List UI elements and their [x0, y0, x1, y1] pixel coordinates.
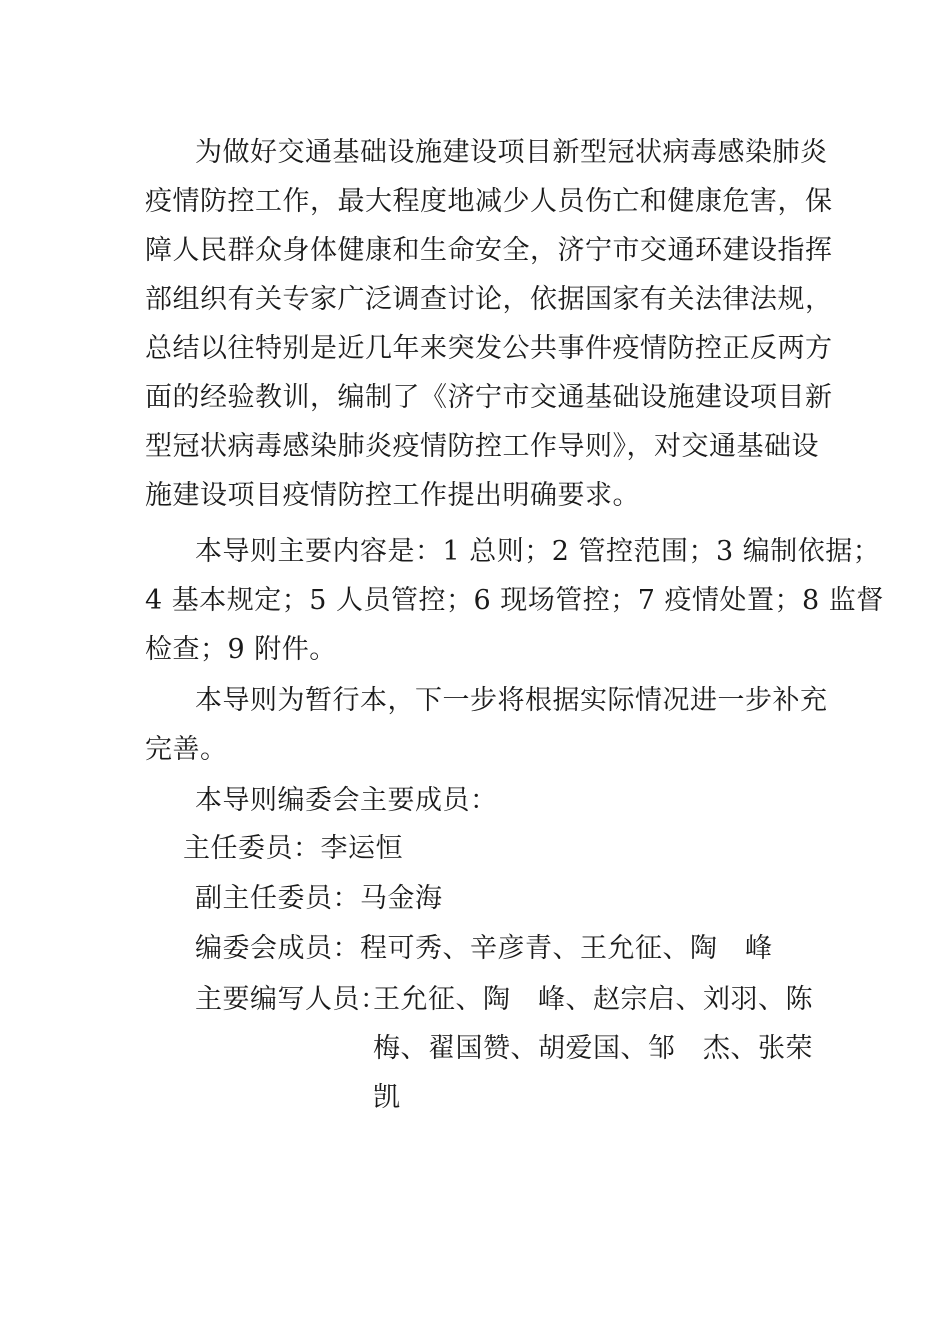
paragraph1-line7: 型冠状病毒感染肺炎疫情防控工作导则》，对交通基础设 — [145, 431, 819, 462]
paragraph1-line1: 为做好交通基础设施建设项目新型冠状病毒感染肺炎 — [195, 137, 828, 168]
writers-label: 主要编写人员： — [195, 984, 388, 1015]
writers-line3: 凯 — [373, 1082, 401, 1113]
committee-deputy-director: 副主任委员：马金海 — [195, 883, 443, 914]
writers-line1: 王允征、陶 峰、赵宗启、刘羽、陈 — [373, 984, 813, 1015]
committee-members: 编委会成员：程可秀、辛彦青、王允征、陶 峰 — [195, 933, 773, 964]
paragraph2-line3: 检查；9 附件。 — [145, 634, 337, 665]
paragraph1-line2: 疫情防控工作，最大程度地减少人员伤亡和健康危害，保 — [145, 186, 833, 217]
paragraph3-line2: 完善。 — [145, 734, 228, 765]
paragraph1-line8: 施建设项目疫情防控工作提出明确要求。 — [145, 480, 640, 511]
paragraph1-line3: 障人民群众身体健康和生命安全，济宁市交通环建设指挥 — [145, 235, 833, 266]
paragraph2-line1: 本导则主要内容是：1 总则；2 管控范围；3 编制依据； — [195, 536, 881, 567]
committee-director: 主任委员：李运恒 — [183, 833, 403, 864]
paragraph1-line4: 部组织有关专家广泛调查讨论，依据国家有关法律法规， — [145, 284, 833, 315]
paragraph3-line1: 本导则为暂行本，下一步将根据实际情况进一步补充 — [195, 685, 828, 716]
committee-intro: 本导则编委会主要成员： — [195, 785, 498, 816]
paragraph1-line5: 总结以往特别是近几年来突发公共事件疫情防控正反两方 — [145, 333, 833, 364]
paragraph2-line2: 4 基本规定；5 人员管控；6 现场管控；7 疫情处置；8 监督 — [145, 585, 884, 616]
paragraph1-line6: 面的经验教训，编制了《济宁市交通基础设施建设项目新 — [145, 382, 833, 413]
writers-line2: 梅、翟国赞、胡爱国、邹 杰、张荣 — [373, 1033, 813, 1064]
